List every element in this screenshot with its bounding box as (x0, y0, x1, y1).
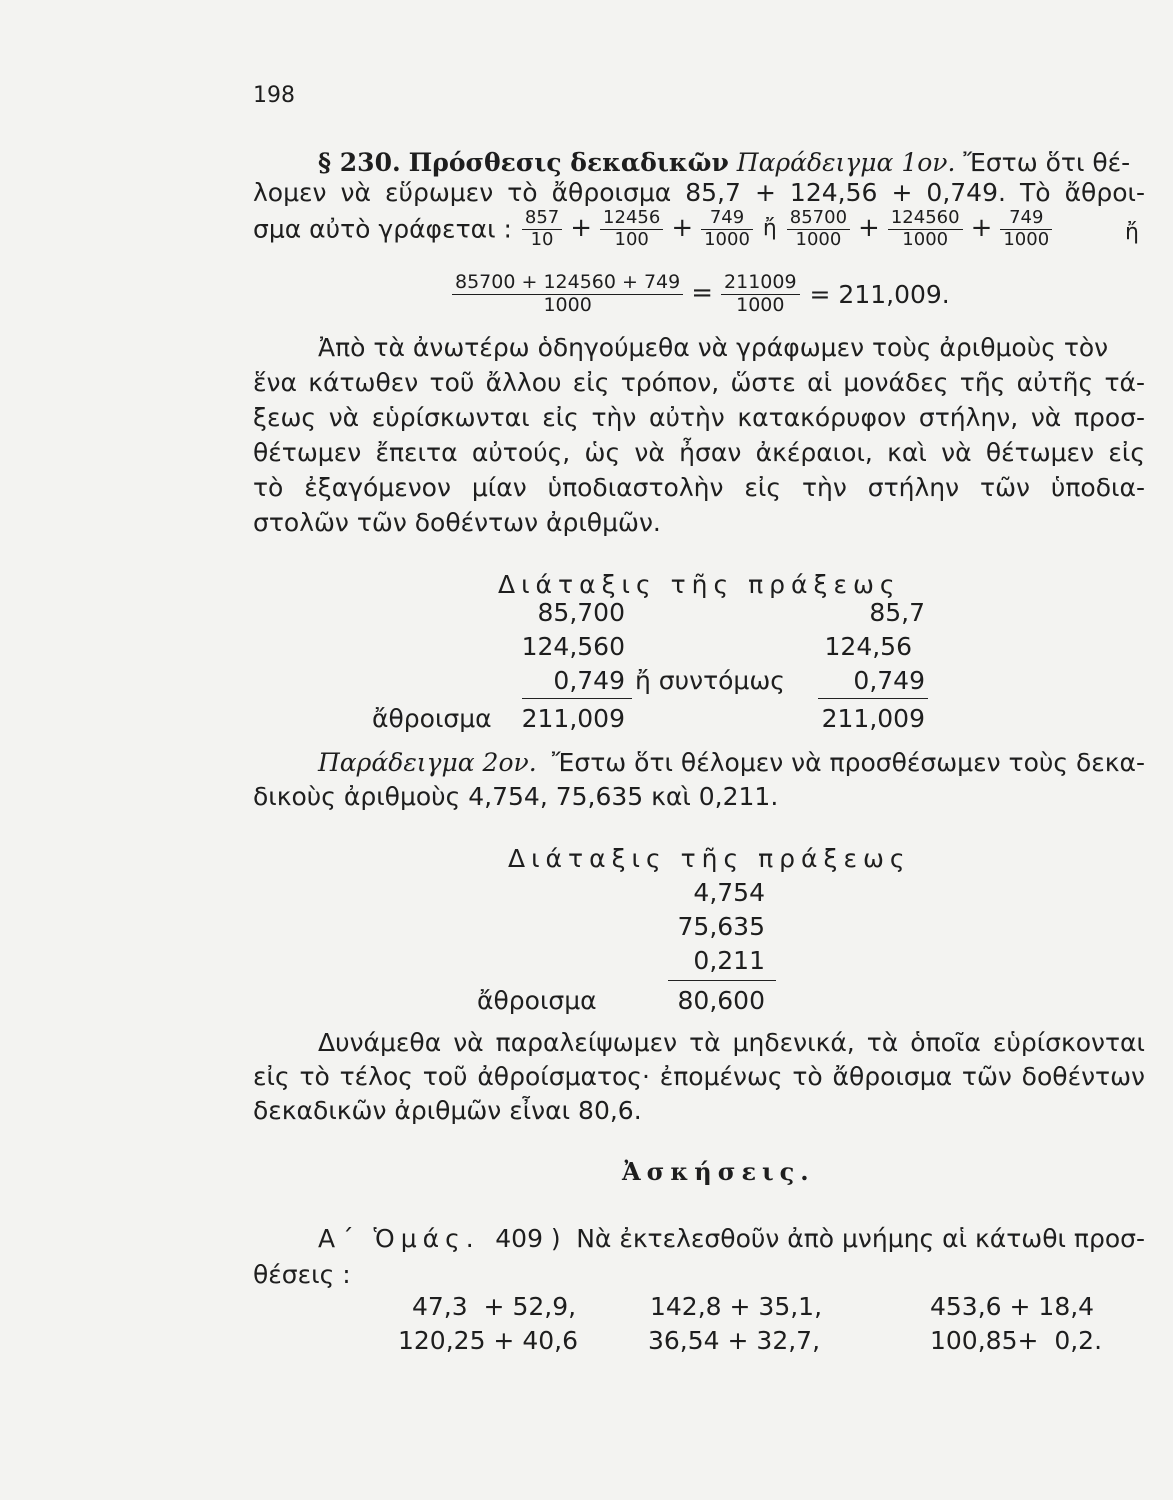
or-word-end: ἤ (1125, 220, 1139, 245)
formula2-result: = 211,009. (809, 279, 950, 309)
intro-text-2: λομεν νὰ εὕρωμεν τὸ ἄθροισμα 85,7 + 124,56 + 0,749. Τὸ ἄθροι- (253, 178, 1145, 207)
fraction: $\frac{124560}{1000}$ (888, 208, 963, 250)
fraction: $\frac{749}{1000}$ (701, 208, 753, 250)
layout1-left-value: 0,749 (553, 666, 625, 695)
example2-text-2: δικοὺς ἀριθμοὺς 4,754, 75,635 καὶ 0,211. (253, 782, 779, 811)
intro-text-1: Ἔστω ὅτι θέ- (963, 148, 1131, 177)
paragraph2-line: δεκαδικῶν ἀριθμῶν εἶναι 80,6. (253, 1096, 642, 1125)
layout1-heading: Διάταξις τῆς πράξεως (498, 570, 901, 599)
fraction: $\frac{12456}{100}$ (600, 208, 663, 250)
exercise-item: 47,3 + 52,9, (412, 1292, 577, 1321)
paragraph1-line: στολῶν τῶν δοθέντων ἀριθμῶν. (253, 508, 661, 537)
sum-rule (668, 980, 776, 981)
layout2-value: 0,211 (693, 946, 765, 975)
page-number: 198 (253, 83, 295, 108)
paragraph1-line: τὸ ἐξαγόμενον μίαν ὑποδιαστολὴν εἰς τὴν στήλην τῶν ὑποδια- (253, 473, 1145, 502)
layout1-left-value: 85,700 (537, 598, 625, 627)
layout1-right-value: 0,749 (853, 666, 925, 695)
exercise-instruction-1: Νὰ ἐκτελεσθοῦν ἀπὸ μνήμης αἱ κάτωθι προσ- (576, 1224, 1145, 1253)
sum-rule (522, 698, 632, 699)
fraction: $\frac{749}{1000}$ (1000, 208, 1052, 250)
layout2-value: 4,754 (693, 878, 765, 907)
layout1-middle: ἤ συντόμως (635, 666, 785, 695)
layout2-heading: Διάταξις τῆς πράξεως (508, 844, 911, 873)
example2-text-1: Ἔστω ὅτι θέλομεν νὰ προσθέσωμεν τοὺς δεκα- (551, 748, 1145, 777)
paragraph2-line: Δυνάμεθα νὰ παραλείψωμεν τὰ μηδενικά, τὰ ὁποῖα εὑρίσκονται (318, 1028, 1145, 1057)
layout2-sum-label: ἄθροισμα (477, 986, 597, 1015)
section-title: Πρόσθεσις δεκαδικῶν (408, 148, 729, 177)
exercise-item: 453,6 + 18,4 (930, 1292, 1095, 1321)
layout1-right-value: 124,56 (824, 632, 912, 661)
layout1-right-sum: 211,009 (821, 704, 925, 733)
formula2-line: $\frac{85700 + 124560 + 749}{1000}$ = $\frac{211009}{1000}$ = 211,009. (450, 272, 950, 317)
exercise-instruction-line (318, 1226, 1145, 1251)
fraction: $\frac{211009}{1000}$ (721, 272, 800, 317)
layout1-left-sum: 211,009 (521, 704, 625, 733)
example1-label: Παράδειγμα 1ον. (736, 148, 956, 177)
paragraph1-line: ἕνα κάτωθεν τοῦ ἄλλου εἰς τρόπον, ὥστε αἱ μονάδες τῆς αὐτῆς τά- (253, 368, 1145, 397)
exercise-item: 120,25 + 40,6 (398, 1326, 578, 1355)
sum-rule (818, 698, 928, 699)
fraction: $\frac{857}{10}$ (522, 208, 562, 250)
layout1-left-value: 124,560 (521, 632, 625, 661)
intro-text-3: σμα αὐτὸ γράφεται : (253, 214, 512, 244)
layout2-value: 75,635 (677, 912, 765, 941)
layout2-sum: 80,600 (677, 986, 765, 1015)
paragraph1-line: ξεως νὰ εὑρίσκωνται εἰς τὴν αὐτὴν κατακόρυφον στήλην, νὰ προσ- (253, 403, 1145, 432)
formula1-line: σμα αὐτὸ γράφεται : $\frac{857}{10}$ + $\frac{12456}{100}$ + $\frac{749}{1000}$ ἤ $\frac{85700}{1000}$ + $\frac{124560}{1000}$ + $\frac{749}{1000}$ (253, 208, 1054, 250)
or-word: ἤ (762, 216, 777, 242)
paragraph1-line: θέτωμεν ἔπειτα αὐτούς, ὡς νὰ ἦσαν ἀκέραιοι, καὶ νὰ θέτωμεν εἰς (253, 438, 1145, 467)
section-heading-line (318, 150, 1130, 175)
exercise-item: 142,8 + 35,1, (650, 1292, 823, 1321)
example2-label: Παράδειγμα 2ον. (318, 748, 537, 777)
exercise-item: 36,54 + 32,7, (648, 1326, 821, 1355)
paragraph2-line: εἰς τὸ τέλος τοῦ ἀθροίσματος· ἐπομένως τὸ ἄθροισμα τῶν δοθέντων (253, 1062, 1145, 1091)
exercise-instruction-2: θέσεις : (253, 1260, 351, 1289)
exercise-item: 100,85+ 0,2. (930, 1326, 1103, 1355)
exercise-number: 409 ) (495, 1224, 561, 1253)
fraction: $\frac{85700 + 124560 + 749}{1000}$ (452, 272, 683, 317)
section-number: § 230. (318, 148, 401, 177)
layout1-right-value: 85,7 (869, 598, 925, 627)
exercise-group: Α΄ Ὁμάς. (318, 1224, 480, 1253)
layout1-sum-label: ἄθροισμα (372, 704, 492, 733)
paragraph1-line: Ἀπὸ τὰ ἀνωτέρω ὁδηγούμεθα νὰ γράφωμεν τοὺς ἀριθμοὺς τὸν (318, 333, 1109, 362)
example2-line (318, 750, 1145, 775)
fraction: $\frac{85700}{1000}$ (787, 208, 850, 250)
exercises-heading: Ἀσκήσεις. (622, 1157, 815, 1186)
